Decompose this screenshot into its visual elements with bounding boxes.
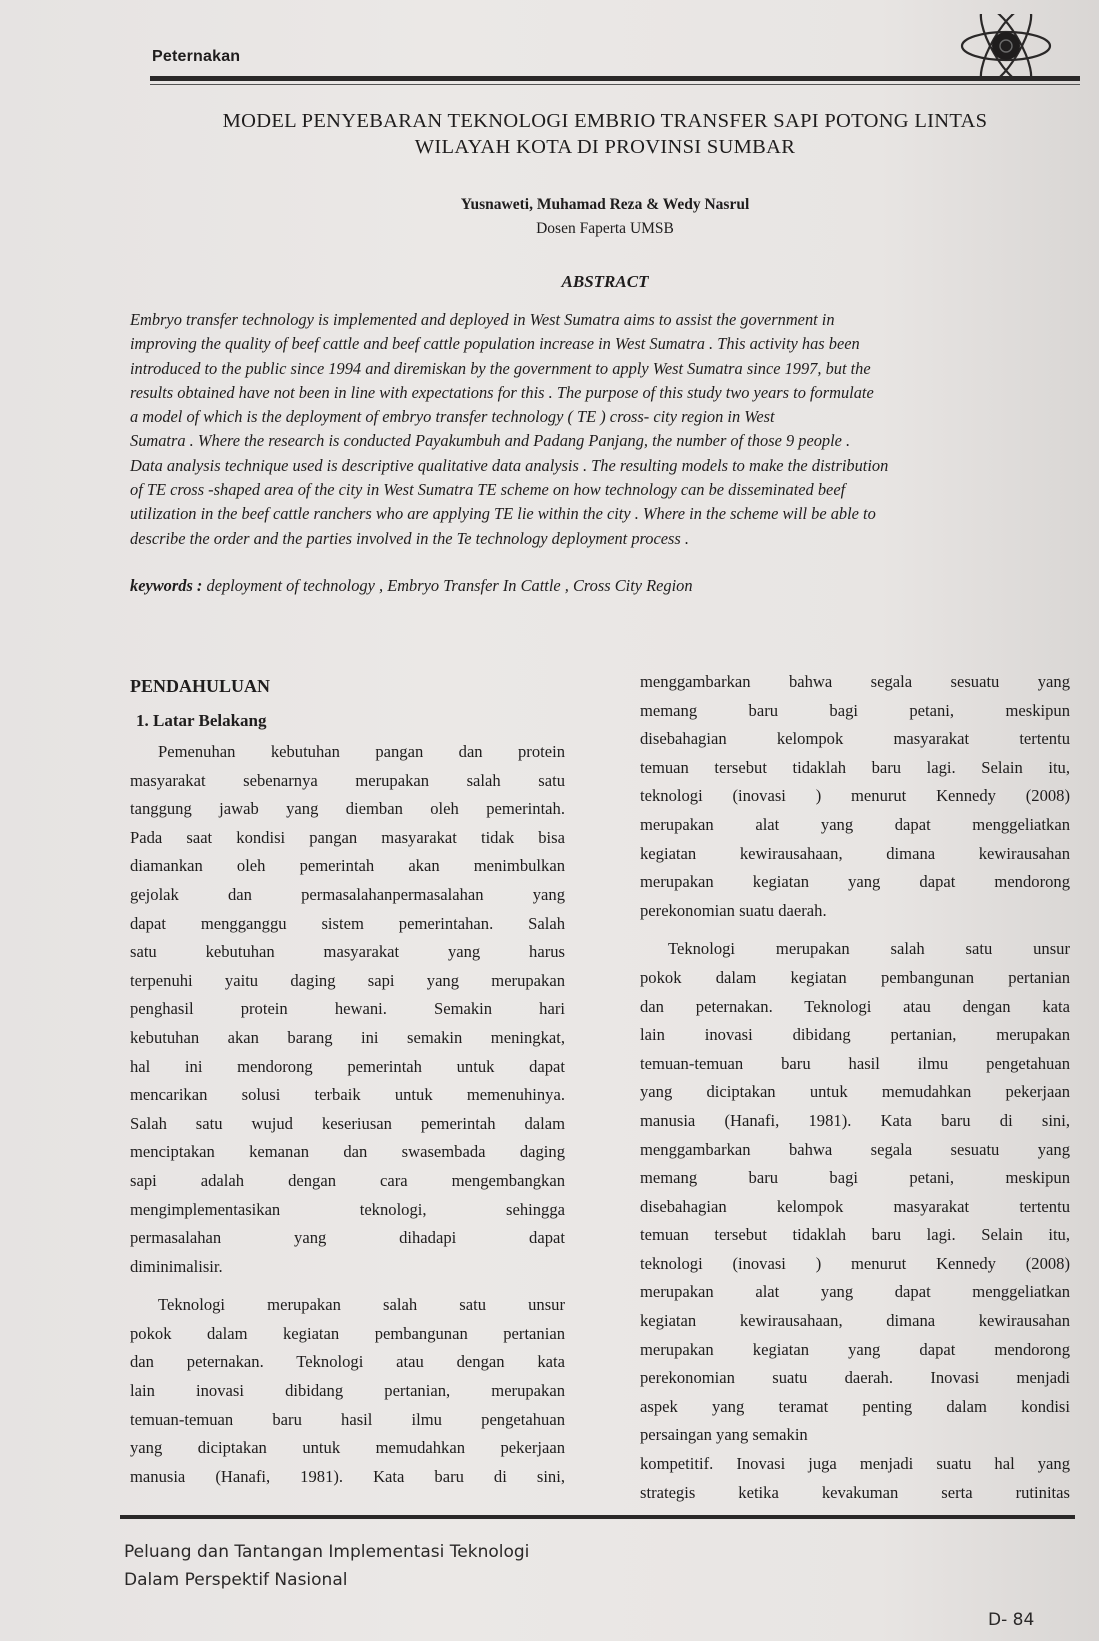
body-line: Pemenuhan kebutuhan pangan dan protein xyxy=(158,742,565,761)
article-title xyxy=(130,108,1080,160)
body-line: gejolak dan permasalahanpermasalahan yang xyxy=(130,884,565,904)
body-line: permasalahan yang dihadapi dapat xyxy=(130,1228,565,1248)
body-line: yang diciptakan untuk memudahkan pekerjaan xyxy=(640,1082,1070,1102)
header-rule xyxy=(150,76,1080,81)
article-affiliation: Dosen Faperta UMSB xyxy=(536,220,674,237)
atom-logo-icon xyxy=(946,14,1066,78)
body-line: pokok dalam kegiatan pembangunan pertanian xyxy=(640,967,1070,987)
body-line: teknologi (inovasi ) menurut Kennedy (2008) xyxy=(640,786,1070,806)
body-line: merupakan kegiatan yang dapat mendorong xyxy=(640,1339,1070,1359)
body-line: mengimplementasikan teknologi, sehingga xyxy=(130,1199,565,1219)
body-line: kegiatan kewirausahaan, dimana kewirausahan xyxy=(640,843,1070,863)
body-line: strategis ketika kevakuman serta rutinitas xyxy=(640,1482,1070,1502)
abstract-body xyxy=(130,308,1085,551)
abstract-line: Data analysis technique used is descriptive qualitative data analysis . The resulting models to make the distribution xyxy=(130,455,889,475)
body-line: kegiatan kewirausahaan, dimana kewirausahan xyxy=(640,1311,1070,1331)
body-line: merupakan alat yang dapat menggeliatkan xyxy=(640,814,1070,834)
body-line: lain inovasi dibidang pertanian, merupakan xyxy=(130,1381,565,1401)
body-line: dan peternakan. Teknologi atau dengan kata xyxy=(130,1352,565,1372)
footer-line-2: Dalam Perspektif Nasional xyxy=(124,1570,348,1590)
header-rule-thin xyxy=(150,84,1080,85)
body-line: penghasil protein hewani. Semakin hari xyxy=(130,999,565,1019)
body-line: tanggung jawab yang diemban oleh pemerintah. xyxy=(130,799,565,819)
body-line: memang baru bagi petani, meskipun xyxy=(640,1168,1070,1188)
abstract-line: Sumatra . Where the research is conducted Payakumbuh and Padang Panjang, the number of those 9 people . xyxy=(130,431,851,451)
right-column xyxy=(640,668,1070,1507)
abstract-line: results obtained have not been in line with expectations for this . The purpose of this study two years to formulate xyxy=(130,382,874,402)
body-line: temuan-temuan baru hasil ilmu pengetahuan xyxy=(130,1409,565,1429)
body-line: menciptakan kemanan dan swasembada daging xyxy=(130,1142,565,1162)
subsection-heading: 1. Latar Belakang xyxy=(136,711,267,730)
section-label: Peternakan xyxy=(152,48,241,65)
abstract-line: Embryo transfer technology is implemented and deployed in West Sumatra aims to assist the government in xyxy=(130,310,835,329)
left-column xyxy=(130,672,565,1491)
body-line: sapi adalah dengan cara mengembangkan xyxy=(130,1170,565,1190)
body-line: dapat mengganggu sistem pemerintahan. Salah xyxy=(130,913,565,933)
page-number: D- 84 xyxy=(988,1610,1035,1630)
body-line: teknologi (inovasi ) menurut Kennedy (2008) xyxy=(640,1253,1070,1273)
body-line: yang diciptakan untuk memudahkan pekerjaan xyxy=(130,1438,565,1458)
body-line: manusia (Hanafi, 1981). Kata baru di sini, xyxy=(640,1110,1070,1130)
body-line: temuan tersebut tidaklah baru lagi. Selain itu, xyxy=(640,757,1070,777)
abstract-line: describe the order and the parties involved in the Te technology deployment process . xyxy=(130,528,689,548)
keywords-text: deployment of technology , Embryo Transfer In Cattle , Cross City Region xyxy=(206,576,693,595)
paragraph-gap xyxy=(640,925,1070,935)
body-line: diamankan oleh pemerintah akan menimbulkan xyxy=(130,856,565,876)
body-line: terpenuhi yaitu daging sapi yang merupakan xyxy=(130,970,565,990)
body-line: kebutuhan akan barang ini semakin meningkat, xyxy=(130,1027,565,1047)
body-line: Salah satu wujud keseriusan pemerintah dalam xyxy=(130,1113,565,1133)
body-line: memang baru bagi petani, meskipun xyxy=(640,700,1070,720)
body-line: mencarikan solusi terbaik untuk memenuhinya. xyxy=(130,1085,565,1105)
body-line: disebahagian kelompok masyarakat tertentu xyxy=(640,1196,1070,1216)
abstract-line: improving the quality of beef cattle and beef cattle population increase in West Sumatra . This activity has been xyxy=(130,334,860,354)
body-line: manusia (Hanafi, 1981). Kata baru di sini, xyxy=(130,1466,565,1486)
abstract-line: a model of which is the deployment of embryo transfer technology ( TE ) cross- city region in West xyxy=(130,407,775,427)
body-line: diminimalisir. xyxy=(130,1256,223,1276)
body-line: masyarakat sebenarnya merupakan salah satu xyxy=(130,770,565,790)
title-line-1: MODEL PENYEBARAN TEKNOLOGI EMBRIO TRANSFER SAPI POTONG LINTAS xyxy=(222,110,988,132)
footer-line-1: Peluang dan Tantangan Implementasi Teknologi xyxy=(124,1542,530,1562)
body-line: disebahagian kelompok masyarakat tertentu xyxy=(640,729,1070,749)
body-line: merupakan kegiatan yang dapat mendorong xyxy=(640,872,1070,892)
body-line: temuan-temuan baru hasil ilmu pengetahuan xyxy=(640,1053,1070,1073)
body-line: dan peternakan. Teknologi atau dengan kata xyxy=(640,996,1070,1016)
body-line: satu kebutuhan masyarakat yang harus xyxy=(130,942,565,962)
body-line: temuan tersebut tidaklah baru lagi. Selain itu, xyxy=(640,1225,1070,1245)
abstract-heading: ABSTRACT xyxy=(561,272,649,291)
keywords xyxy=(130,576,1030,596)
footer-text xyxy=(124,1538,529,1594)
body-line: hal ini mendorong pemerintah untuk dapat xyxy=(130,1056,565,1076)
paragraph-gap xyxy=(130,1281,565,1291)
title-line-2: WILAYAH KOTA DI PROVINSI SUMBAR xyxy=(414,136,796,158)
body-line: lain inovasi dibidang pertanian, merupakan xyxy=(640,1025,1070,1045)
body-line: perekonomian suatu daerah. xyxy=(640,900,827,920)
keywords-label: keywords : xyxy=(130,576,203,595)
section-heading: PENDAHULUAN xyxy=(130,676,271,696)
body-line: menggambarkan bahwa segala sesuatu yang xyxy=(640,1139,1070,1159)
abstract-line: utilization in the beef cattle ranchers who are applying TE lie within the city . Where in the scheme will be able to xyxy=(130,504,876,524)
body-line: perekonomian suatu daerah. Inovasi menjadi xyxy=(640,1368,1070,1388)
body-line: kompetitif. Inovasi juga menjadi suatu hal yang xyxy=(640,1454,1070,1474)
article-authors: Yusnaweti, Muhamad Reza & Wedy Nasrul xyxy=(460,196,750,213)
body-line: persaingan yang semakin xyxy=(640,1425,808,1445)
body-line: Teknologi merupakan salah satu unsur xyxy=(668,939,1070,959)
body-line: Pada saat kondisi pangan masyarakat tidak bisa xyxy=(130,827,565,847)
body-line: aspek yang teramat penting dalam kondisi xyxy=(640,1396,1070,1416)
body-line: merupakan alat yang dapat menggeliatkan xyxy=(640,1282,1070,1302)
abstract-line: of TE cross -shaped area of the city in West Sumatra TE scheme on how technology can be disseminated beef xyxy=(130,480,846,500)
body-line: menggambarkan bahwa segala sesuatu yang xyxy=(640,672,1070,691)
body-line: Teknologi merupakan salah satu unsur xyxy=(158,1295,565,1315)
abstract-line: introduced to the public since 1994 and diremiskan by the government to apply West Sumatra since 1997, but the xyxy=(130,358,871,378)
footer-rule xyxy=(120,1515,1075,1519)
body-line: pokok dalam kegiatan pembangunan pertanian xyxy=(130,1323,565,1343)
